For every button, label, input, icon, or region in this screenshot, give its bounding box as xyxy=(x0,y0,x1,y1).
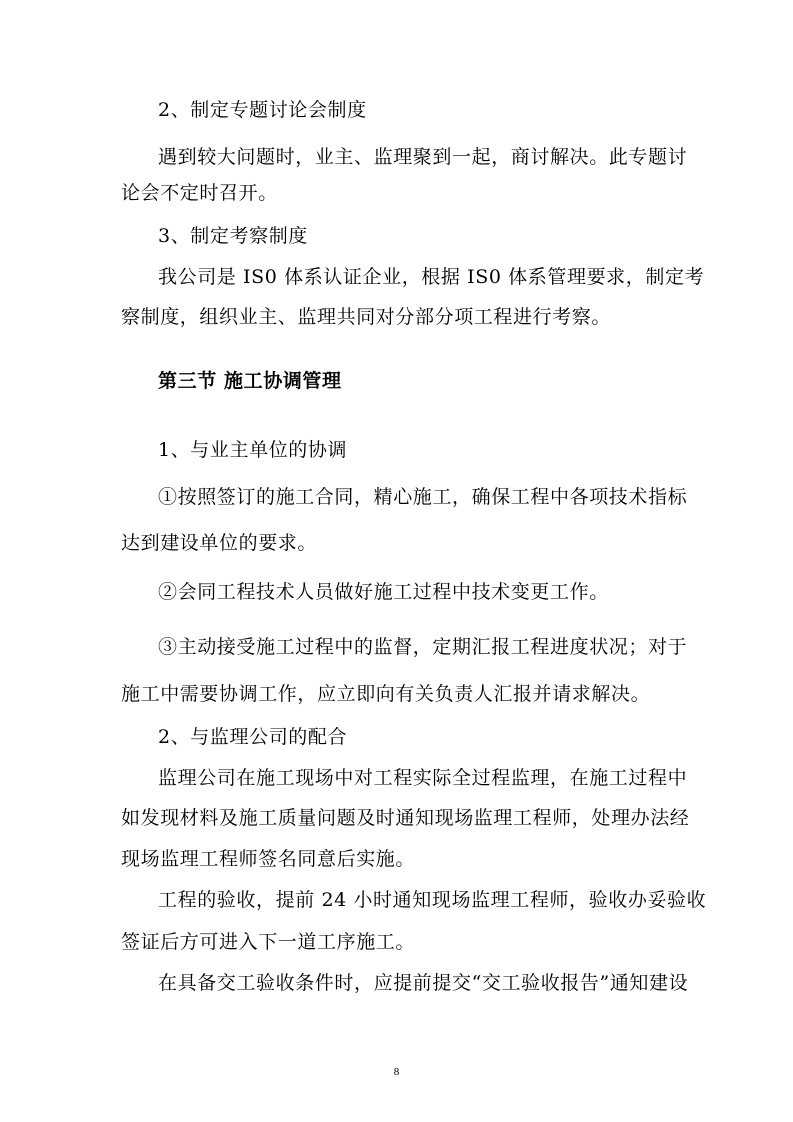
paragraph-line: 监理公司在施工现场中对工程实际全过程监理，在施工过程中 xyxy=(158,767,688,789)
paragraph-line: 现场监理工程师签名同意后实施。 xyxy=(121,848,416,870)
subsection-heading-supervision-cooperation: 2、与监理公司的配合 xyxy=(158,726,348,748)
paragraph-line: 签证后方可进入下一道工序施工。 xyxy=(121,931,416,953)
paragraph-line: 察制度，组织业主、监理共同对分部分项工程进行考察。 xyxy=(121,306,612,328)
subsection-heading-inspection-system: 3、制定考察制度 xyxy=(158,225,308,247)
paragraph-line: 论会不定时召开。 xyxy=(121,182,278,204)
subsection-heading-owner-coordination: 1、与业主单位的协调 xyxy=(158,439,348,461)
page-number: 8 xyxy=(393,1066,400,1078)
paragraph-line: 如发现材料及施工质量问题及时通知现场监理工程师，处理办法经 xyxy=(121,807,690,829)
list-item-1: ①按照签订的施工合同，精心施工，确保工程中各项技术指标 xyxy=(158,486,688,508)
paragraph-line: 施工中需要协调工作，应立即向有关负责人汇报并请求解决。 xyxy=(121,683,651,705)
section-heading: 第三节 施工协调管理 xyxy=(158,370,342,392)
paragraph-line: 工程的验收，提前 24 小时通知现场监理工程师，验收办妥验收 xyxy=(158,889,707,911)
paragraph-line: 达到建设单位的要求。 xyxy=(121,532,318,554)
paragraph-line: 遇到较大问题时，业主、监理聚到一起，商讨解决。此专题讨 xyxy=(158,146,688,168)
paragraph-line: 在具备交工验收条件时，应提前提交“交工验收报告”通知建设 xyxy=(158,972,689,994)
paragraph-line: 我公司是 IS0 体系认证企业，根据 IS0 体系管理要求，制定考 xyxy=(158,266,705,288)
subsection-heading-discussion-system: 2、制定专题讨论会制度 xyxy=(158,99,367,121)
list-item-3: ③主动接受施工过程中的监督，定期汇报工程进度状况；对于 xyxy=(158,636,688,658)
list-item-2: ②会同工程技术人员做好施工过程中技术变更工作。 xyxy=(158,581,609,603)
